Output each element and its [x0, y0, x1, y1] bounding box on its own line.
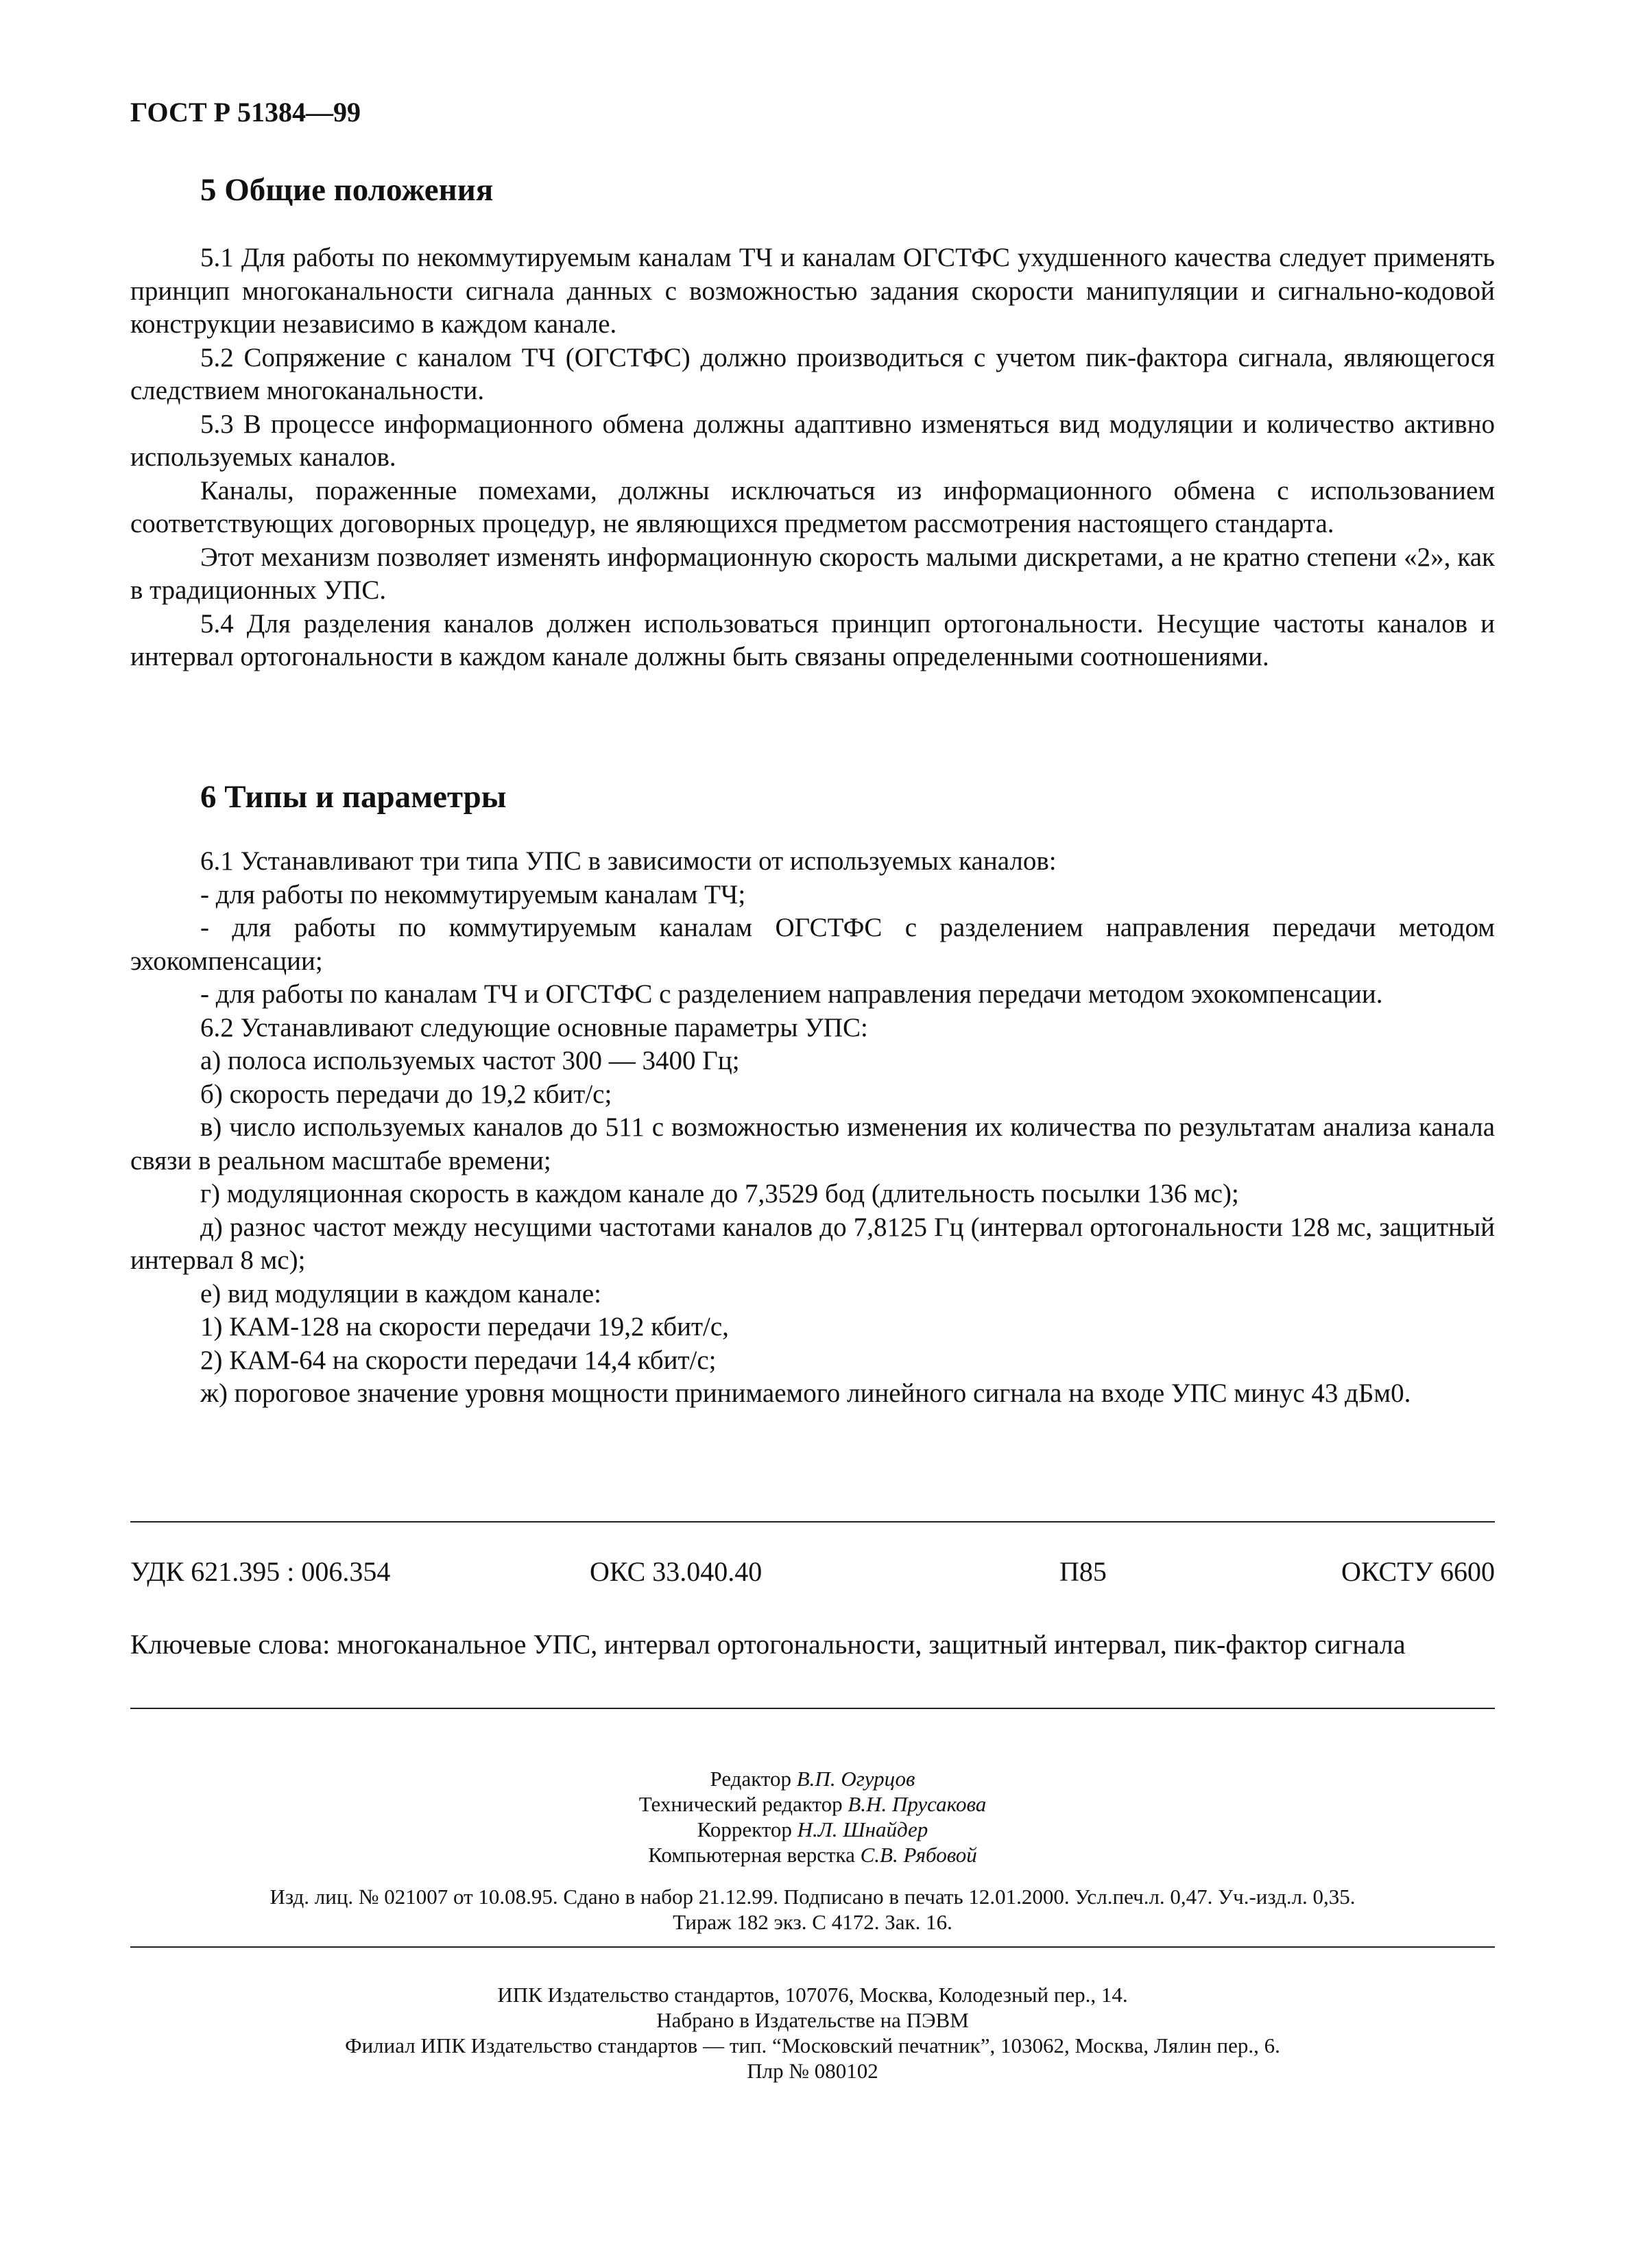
keywords-label: Ключевые слова: [130, 1629, 331, 1660]
imprint-line: Набрано в Издательстве на ПЭВМ [656, 2008, 969, 2032]
oks-code: ОКС 33.040.40 [590, 1556, 763, 1587]
editorial-credits [130, 1766, 1495, 1867]
credit-name: С.В. Рябовой [860, 1843, 977, 1867]
clause-5-3: 5.3 В процессе информационного обмена должны адаптивно изменяться вид модуляции и количество активно используемых каналов. [130, 409, 1495, 472]
list-item: ж) пороговое значение уровня мощности принимаемого линейного сигнала на входе УПС минус 43 дБм0. [200, 1378, 1411, 1408]
list-item: в) число используемых каналов до 511 с возможностью изменения их количества по результатам анализа канала связи в реальном масштабе времени; [130, 1112, 1495, 1175]
publication-line: Тираж 182 экз. С 4172. Зак. 16. [673, 1910, 952, 1934]
clause-5-2: 5.2 Сопряжение с каналом ТЧ (ОГСТФС) должно производиться с учетом пик-фактора сигнала, являющегося следствием многоканальности. [130, 342, 1495, 405]
section-6-heading: 6 Типы и параметры [200, 779, 507, 815]
publication-info [130, 1884, 1495, 1935]
section-5-heading: 5 Общие положения [200, 172, 494, 208]
list-item: 2) КАМ-64 на скорости передачи 14,4 кбит/с; [200, 1345, 717, 1375]
divider [130, 1946, 1495, 1948]
divider [130, 1521, 1495, 1523]
list-item: е) вид модуляции в каждом канале: [200, 1278, 601, 1309]
divider [130, 1708, 1495, 1709]
paragraph-5-3-channels: Каналы, пораженные помехами, должны исключаться из информационного обмена с использованием соответствующих договорных процедур, не являющихся предметом рассмотрения настоящего стандарта. [130, 475, 1495, 538]
clause-5-1: 5.1 Для работы по некоммутируемым каналам ТЧ и каналам ОГСТФС ухудшенного качества следует применять принцип многоканальности сигнала данных с возможностью задания скорости манипуляции и сигнально-кодовой конструкции независимо в каждом канале. [130, 243, 1495, 339]
paragraph-5-3-mechanism: Этот механизм позволяет изменять информационную скорость малыми дискретами, а не кратно степени «2», как в традиционных УПС. [130, 542, 1495, 605]
imprint-line: Плр № 080102 [747, 2059, 878, 2083]
list-item: 1) КАМ-128 на скорости передачи 19,2 кбит/с, [200, 1312, 729, 1341]
clause-5-4: 5.4 Для разделения каналов должен использоваться принцип ортогональности. Несущие частоты каналов и интервал ортогональности в каждом канале должны быть связаны определенными соотношениями. [130, 608, 1495, 671]
credit-role: Компьютерная верстка [648, 1843, 855, 1867]
imprint-line: ИПК Издательство стандартов, 107076, Москва, Колодезный пер., 14. [497, 1983, 1128, 2007]
section-5-body [130, 241, 1495, 674]
list-item: - для работы по каналам ТЧ и ОГСТФС с разделением направления передачи методом эхокомпенсации. [200, 979, 1383, 1009]
list-item: д) разнос частот между несущими частотами каналов до 7,8125 Гц (интервал ортогональности 128 мс, защитный интервал 8 мс); [130, 1212, 1495, 1275]
list-item: г) модуляционная скорость в каждом канале до 7,3529 бод (длительность посылки 136 мс); [200, 1179, 1239, 1208]
publication-line: Изд. лиц. № 021007 от 10.08.95. Сдано в набор 21.12.99. Подписано в печать 12.01.2000. Усл.печ.л. 0,47. Уч.-изд.л. 0,35. [269, 1885, 1356, 1909]
udc-code: УДК 621.395 : 006.354 [130, 1556, 391, 1587]
okstu-code: ОКСТУ 6600 [1341, 1556, 1495, 1587]
credit-name: Н.Л. Шнайдер [797, 1817, 928, 1841]
list-item: а) полоса используемых частот 300 — 3400 Гц; [200, 1046, 740, 1075]
imprint-line: Филиал ИПК Издательство стандартов — тип. “Московский печатник”, 103062, Москва, Лялин пер., 6. [345, 2033, 1280, 2057]
credit-role: Редактор [710, 1767, 791, 1791]
credit-line [130, 1817, 1495, 1842]
credit-line [130, 1842, 1495, 1867]
group-code: П85 [1059, 1556, 1107, 1587]
credit-line [130, 1766, 1495, 1791]
list-item: - для работы по коммутируемым каналам ОГСТФС с разделением направления передачи методом эхокомпенсации; [130, 913, 1495, 976]
clause-6-1: 6.1 Устанавливают три типа УПС в зависимости от используемых каналов: [200, 846, 1057, 876]
credit-role: Корректор [697, 1817, 792, 1841]
imprint [130, 1982, 1495, 2084]
list-item: - для работы по некоммутируемым каналам ТЧ; [200, 879, 746, 909]
credit-line [130, 1791, 1495, 1817]
clause-6-2: 6.2 Устанавливают следующие основные параметры УПС: [200, 1012, 868, 1042]
section-6-body [130, 845, 1495, 1411]
list-item: б) скорость передачи до 19,2 кбит/с; [200, 1079, 612, 1109]
document-id: ГОСТ Р 51384—99 [130, 97, 361, 128]
keywords-text: многоканальное УПС, интервал ортогональности, защитный интервал, пик-фактор сигнала [337, 1629, 1406, 1660]
keywords [130, 1628, 1495, 1660]
credit-role: Технический редактор [638, 1792, 843, 1816]
credit-name: В.Н. Прусакова [848, 1792, 987, 1816]
credit-name: В.П. Огурцов [796, 1767, 915, 1791]
